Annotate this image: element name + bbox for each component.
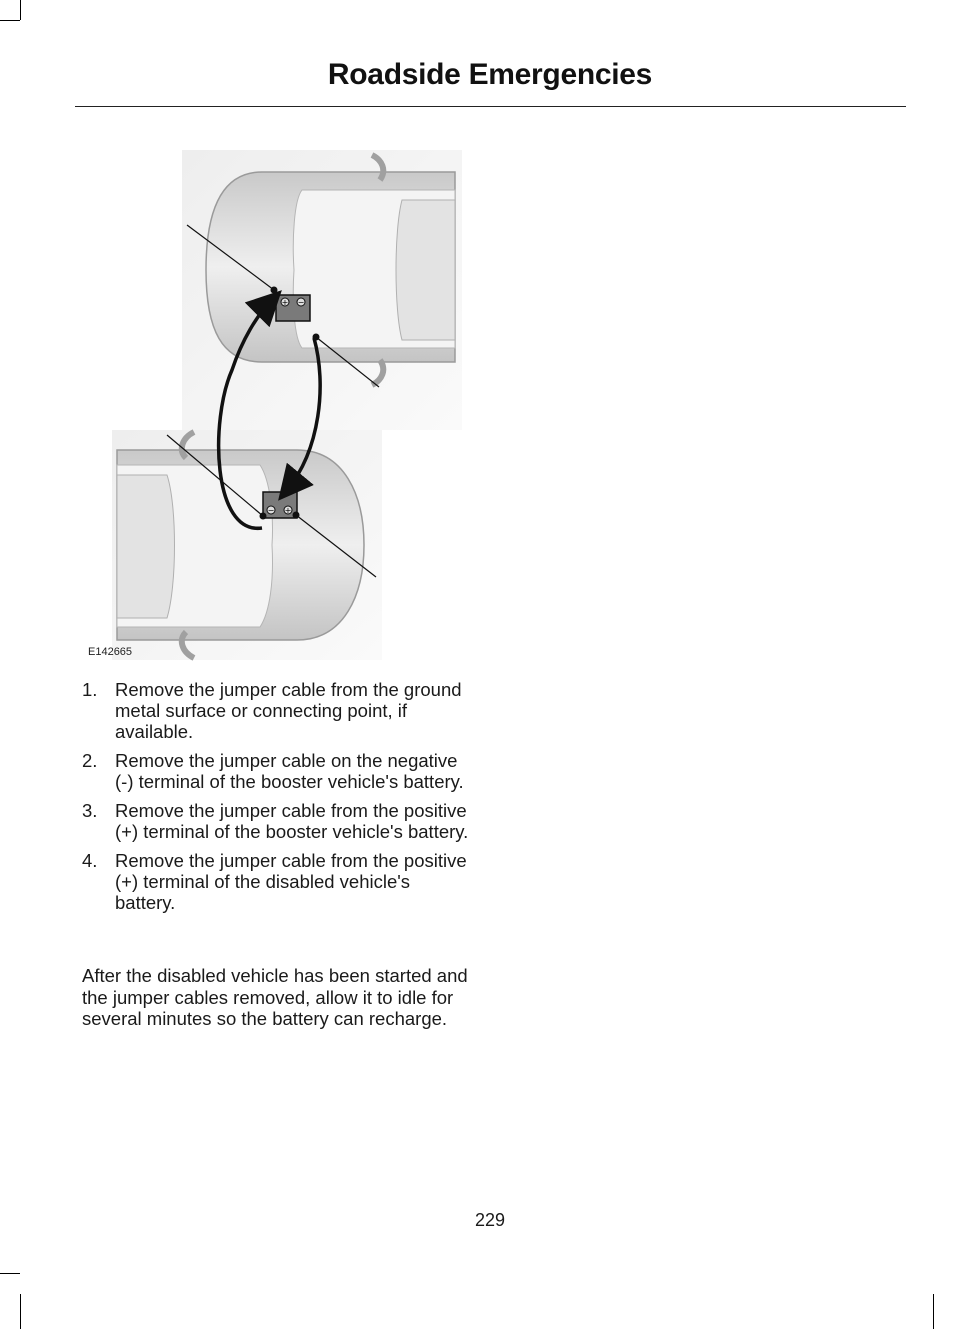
step-number: 3.	[82, 800, 98, 821]
crop-mark	[0, 20, 20, 21]
step-number: 2.	[82, 750, 98, 771]
crop-mark	[933, 1294, 934, 1329]
figure-id: E142665	[88, 646, 133, 658]
list-item	[82, 850, 474, 913]
svg-text:−: −	[267, 506, 275, 515]
svg-text:+: +	[284, 506, 292, 515]
top-car	[206, 155, 455, 385]
page-title: Roadside Emergencies	[327, 58, 653, 91]
step-text: Remove the jumper cable from the positive (+) terminal of the booster vehicle's battery.	[115, 800, 469, 842]
step-text: Remove the jumper cable from the positive (+) terminal of the disabled vehicle's battery.	[115, 850, 467, 913]
svg-text:−: −	[297, 298, 305, 307]
after-start-paragraph: After the disabled vehicle has been started and the jumper cables removed, allow it to idle for several minutes so the battery can recharge.	[82, 965, 468, 1029]
step-number: 1.	[82, 679, 98, 700]
bottom-car	[117, 432, 364, 658]
list-item	[82, 800, 474, 842]
header-rule	[75, 106, 906, 107]
bottom-battery-icon	[263, 492, 297, 518]
crop-mark	[20, 1294, 21, 1329]
jump-start-illustration	[82, 140, 472, 665]
crop-mark	[0, 1273, 20, 1274]
step-text: Remove the jumper cable on the negative (-) terminal of the booster vehicle's battery.	[115, 750, 464, 792]
removal-steps-list	[82, 679, 474, 921]
top-battery-icon	[276, 295, 310, 321]
list-item	[82, 679, 474, 742]
svg-text:+: +	[281, 298, 289, 307]
two-cars-battery-diagram	[82, 140, 472, 665]
step-number: 4.	[82, 850, 98, 871]
page-number: 229	[474, 1210, 506, 1230]
list-item	[82, 750, 474, 792]
step-text: Remove the jumper cable from the ground metal surface or connecting point, if available.	[115, 679, 462, 742]
crop-mark	[20, 0, 21, 20]
